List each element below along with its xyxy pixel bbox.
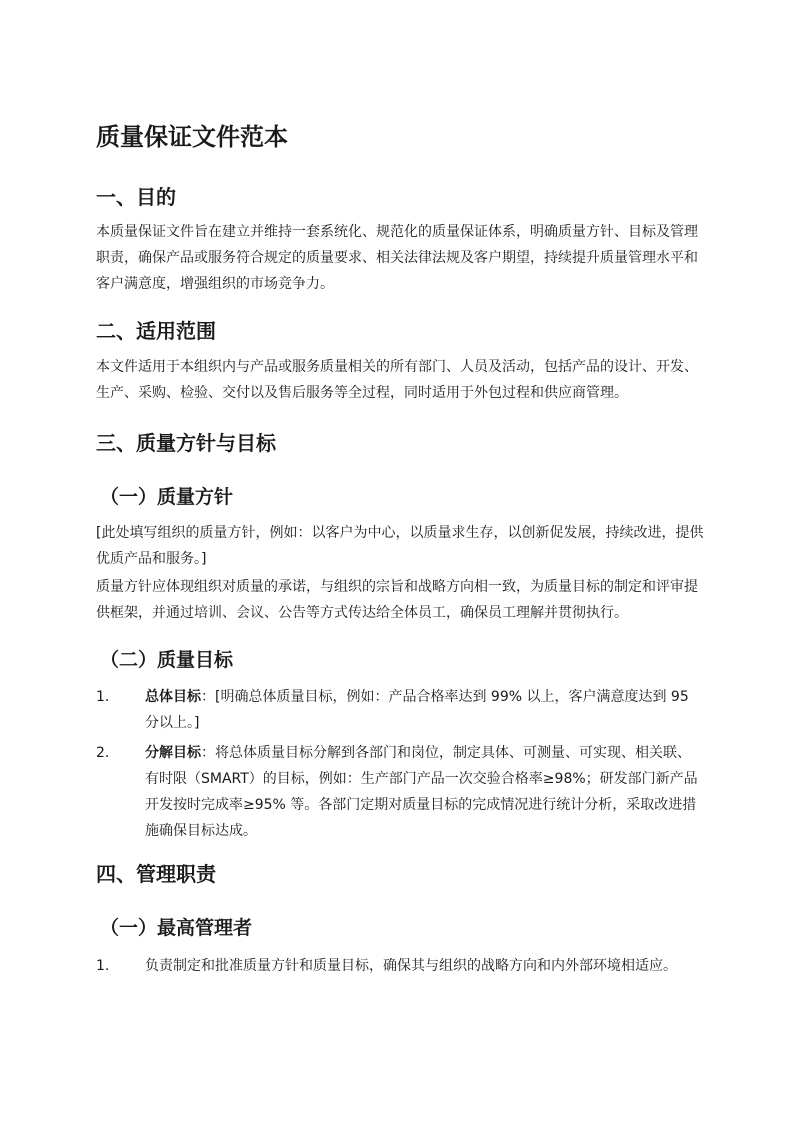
- section-heading-policy-objectives: 三、质量方针与目标: [96, 431, 276, 455]
- list-item-label: 总体目标: [145, 689, 201, 705]
- list-item: [96, 953, 706, 979]
- list-number: 2.: [96, 745, 110, 761]
- list-item-text: ：将总体质量目标分解到各部门和岗位，制定具体、可测量、可实现、相关联、有时限（SMART）的目标，例如：生产部门产品一次交验合格率≥98%；研发部门新产品开发按时完成率≥95% 等。各部门定期对质量目标的完成情况进行统计分析，采取改进措施确保目标达成。: [145, 745, 698, 839]
- document-title: 质量保证文件范本: [96, 123, 288, 151]
- subsection-heading-top-management: （一）最高管理者: [100, 917, 253, 939]
- section-heading-management-responsibility: 四、管理职责: [96, 862, 216, 886]
- purpose-paragraph: 本质量保证文件旨在建立并维持一套系统化、规范化的质量保证体系，明确质量方针、目标及管理职责，确保产品或服务符合规定的质量要求、相关法律法规及客户期望，持续提升质量管理水平和客户满意度，增强组织的市场竞争力。: [96, 224, 698, 292]
- section-heading-purpose: 一、目的: [96, 185, 176, 209]
- quality-policy-paragraph: 质量方针应体现组织对质量的承诺，与组织的宗旨和战略方向相一致，为质量目标的制定和评审提供框架，并通过培训、会议、公告等方式传达给全体员工，确保员工理解并贯彻执行。: [96, 579, 698, 621]
- section-heading-scope: 二、适用范围: [96, 319, 216, 343]
- subsection-heading-quality-objectives: （二）质量目标: [100, 649, 234, 671]
- list-item-text: 负责制定和批准质量方针和质量目标，确保其与组织的战略方向和内外部环境相适应。: [145, 958, 677, 974]
- list-item-text: ：[明确总体质量目标，例如：产品合格率达到 99% 以上，客户满意度达到 95 分以上。]: [145, 689, 689, 731]
- list-item: [96, 684, 706, 736]
- list-number: 1.: [96, 958, 110, 974]
- list-number: 1.: [96, 689, 110, 705]
- list-item-label: 分解目标: [145, 745, 201, 761]
- list-item: [96, 740, 706, 844]
- subsection-heading-quality-policy: （一）质量方针: [100, 486, 234, 508]
- scope-paragraph: 本文件适用于本组织内与产品或服务质量相关的所有部门、人员及活动，包括产品的设计、开发、生产、采购、检验、交付以及售后服务等全过程，同时适用于外包过程和供应商管理。: [96, 359, 698, 401]
- quality-policy-placeholder: [此处填写组织的质量方针，例如：以客户为中心，以质量求生存，以创新促发展，持续改进，提供优质产品和服务。]: [96, 525, 704, 567]
